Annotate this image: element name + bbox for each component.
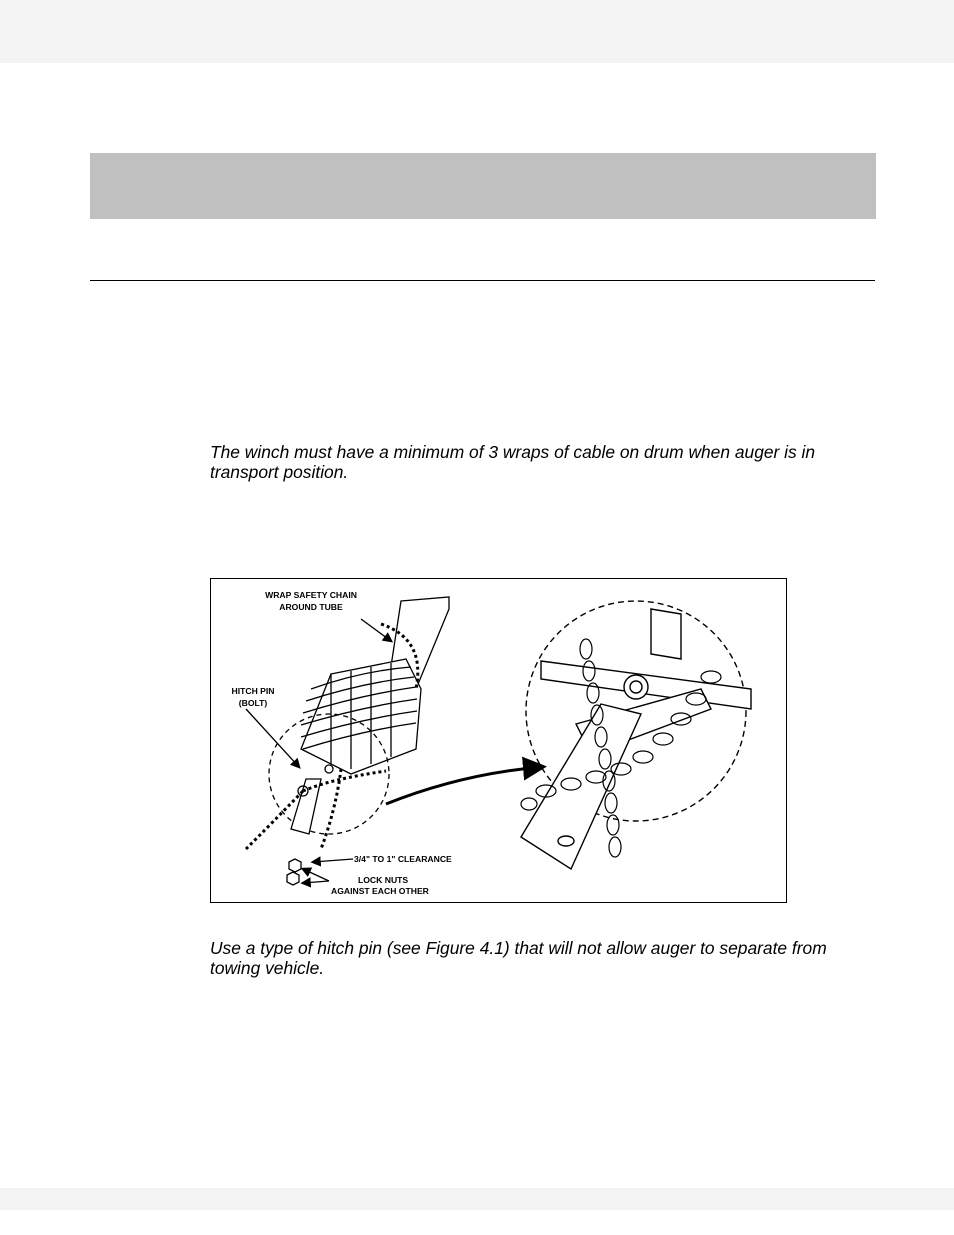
callout-clearance: 3/4" TO 1" CLEARANCE (354, 854, 452, 864)
callout-wrap-line1: WRAP SAFETY CHAIN (265, 590, 357, 600)
zoom-arrow (386, 767, 541, 804)
hitch-pin-note: Use a type of hitch pin (see Figure 4.1) that will not allow auger to separate from towing vehicle. (210, 938, 827, 978)
hitch-detail-drawing (521, 601, 751, 869)
winch-note: The winch must have a minimum of 3 wraps of cable on drum when auger is in transport position. (210, 442, 816, 482)
callout-lock-line1: LOCK NUTS (358, 875, 409, 885)
callout-wrap-line2: AROUND TUBE (279, 602, 343, 612)
auger-tube-drawing (246, 597, 449, 885)
hitch-figure (210, 578, 787, 903)
page-bottom-band (0, 1188, 954, 1210)
callout-lock-line2: AGAINST EACH OTHER (331, 886, 429, 896)
callout-hitch-line2: (BOLT) (238, 698, 268, 708)
callout-hitch-line1: HITCH PIN (231, 686, 275, 696)
horizontal-rule (90, 280, 875, 281)
page-top-band (0, 0, 954, 63)
section-header-bar (90, 153, 876, 219)
hitch-illustration (211, 579, 787, 903)
